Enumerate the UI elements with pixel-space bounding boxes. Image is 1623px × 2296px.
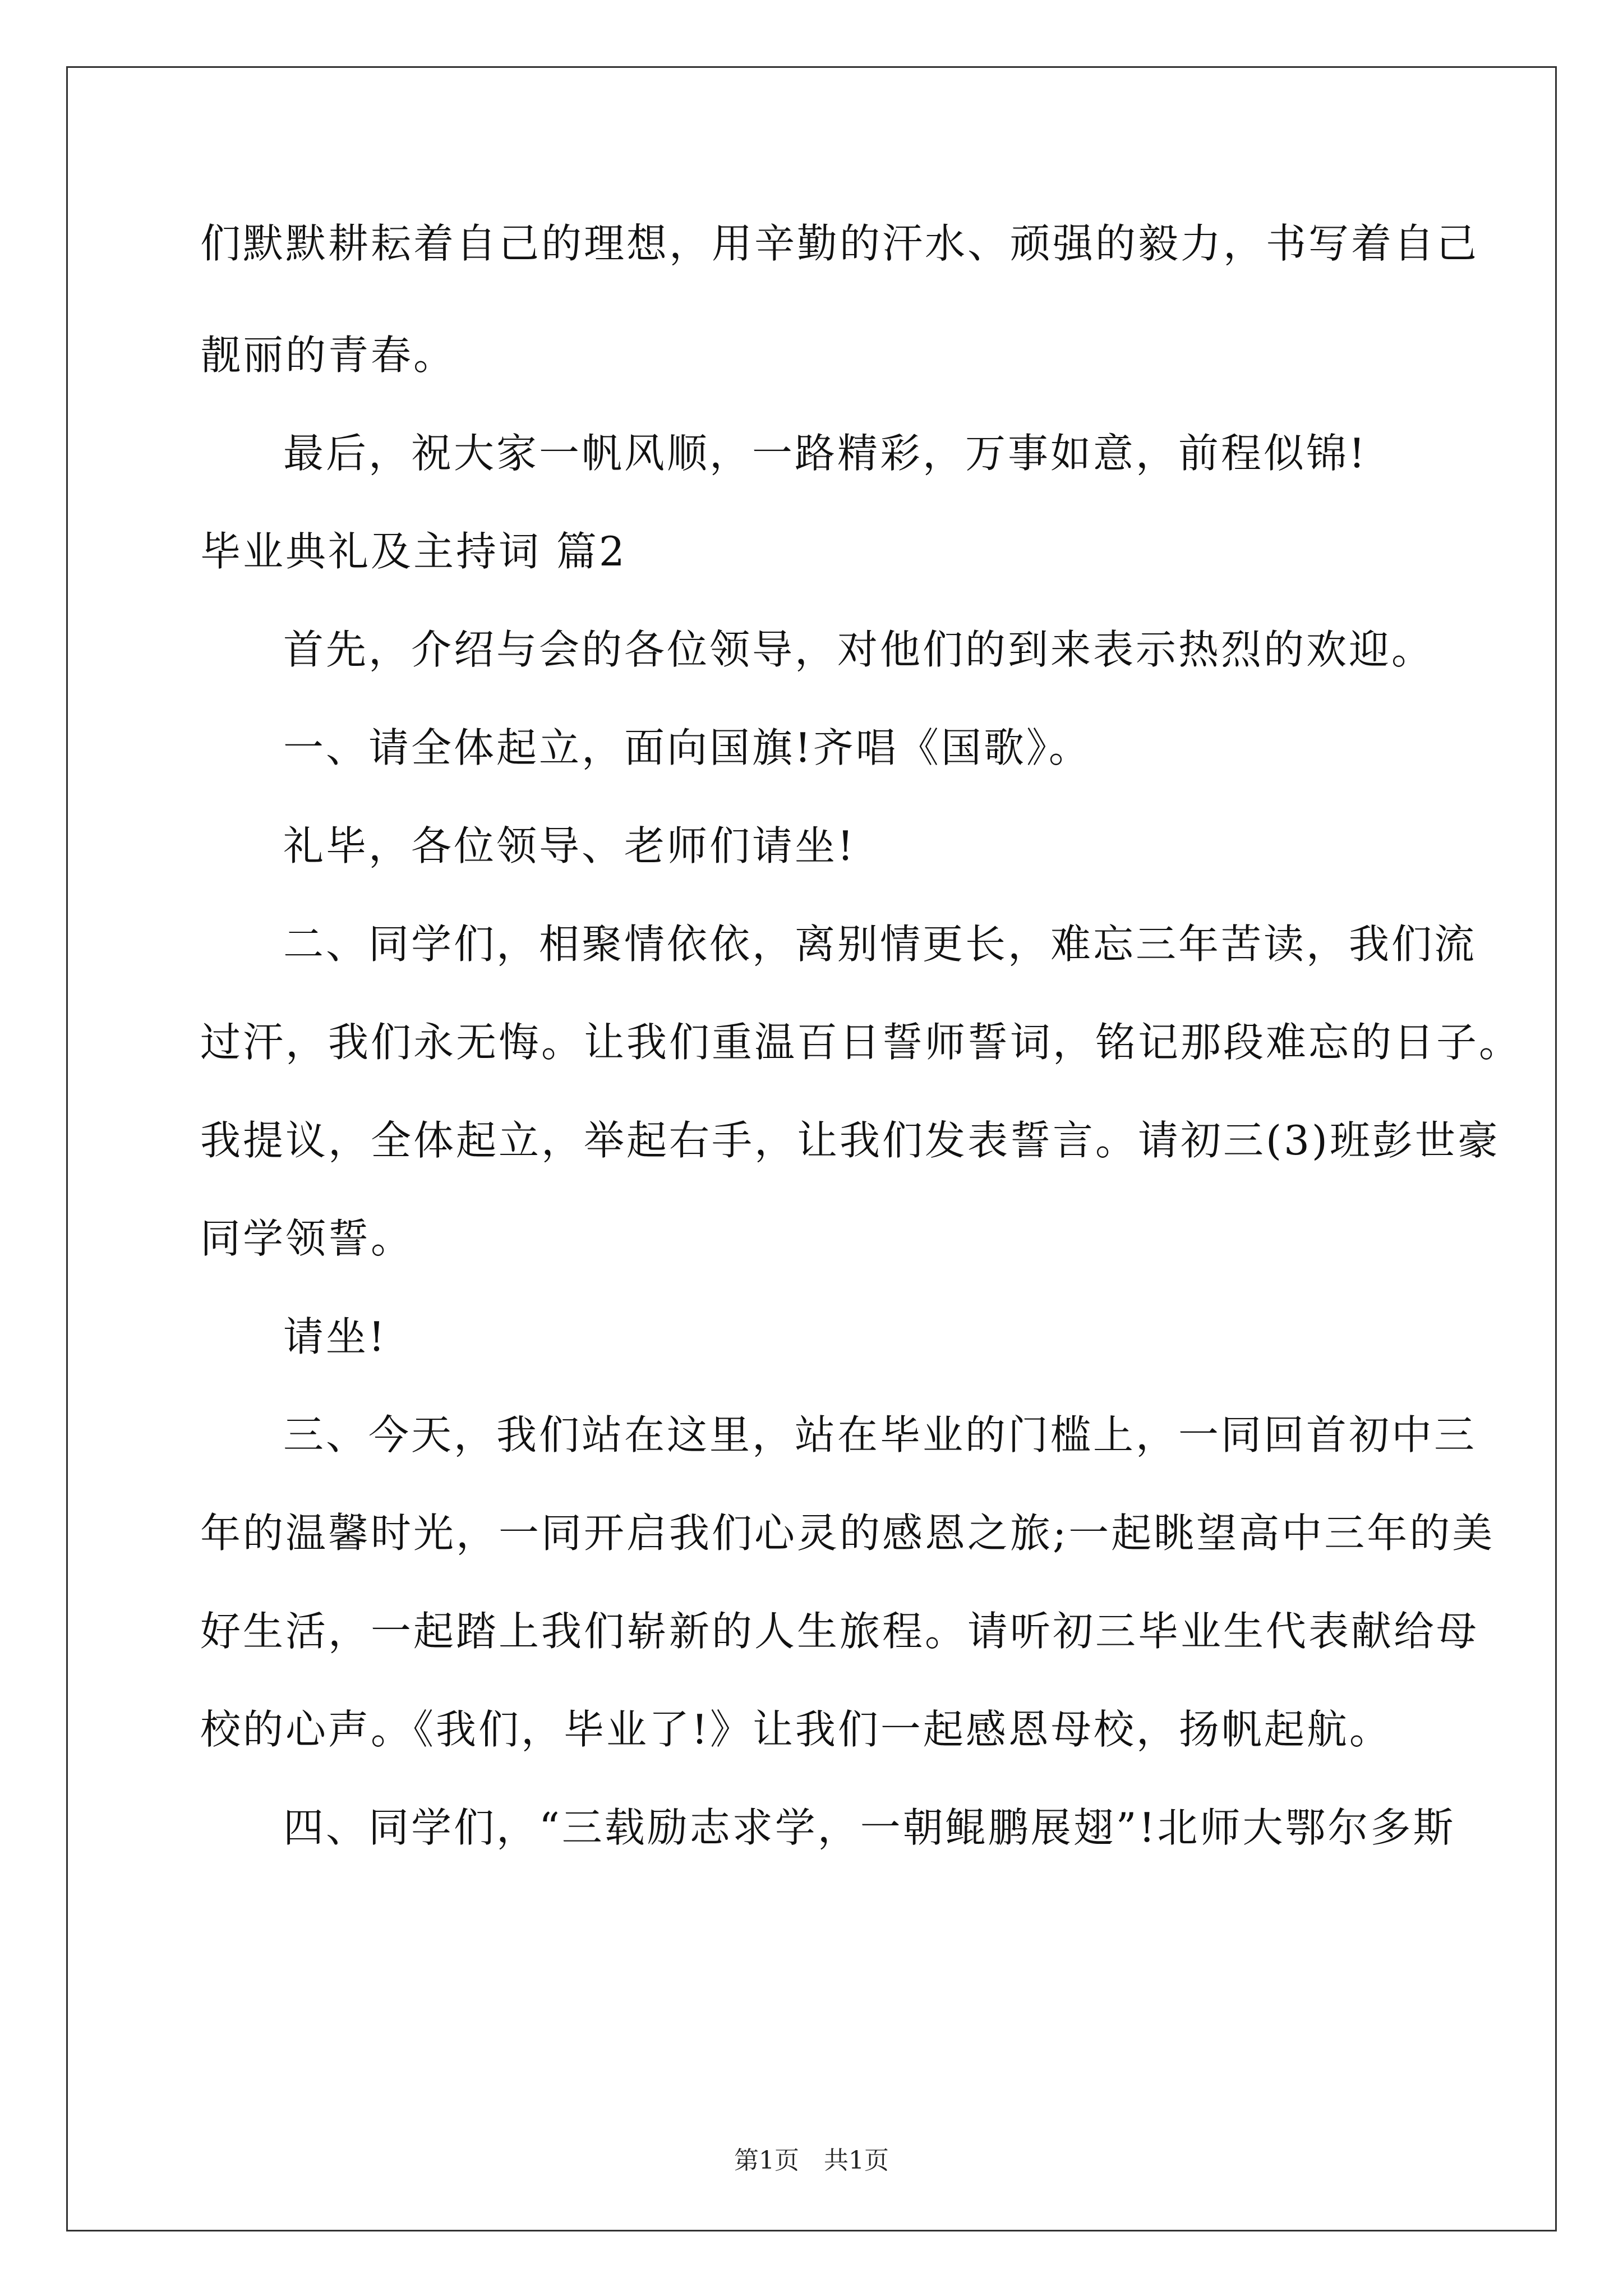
section-heading: 毕业典礼及主持词 篇2 (200, 528, 627, 575)
paragraph-line: 四、同学们，“三载励志求学，一朝鲲鹏展翅”!北师大鄂尔多斯 (283, 1804, 1456, 1851)
paragraph-line: 过汗，我们永无悔。让我们重温百日誓师誓词，铭记那段难忘的日子。 (200, 1019, 1522, 1066)
paragraph-line: 三、今天，我们站在这里，站在毕业的门槛上，一同回首初中三 (283, 1411, 1477, 1458)
paragraph-line: 礼毕，各位领导、老师们请坐! (283, 822, 856, 869)
paragraph-line: 最后，祝大家一帆风顺，一路精彩，万事如意，前程似锦! (283, 430, 1367, 477)
paragraph-line: 一、请全体起立，面向国旗!齐唱《国歌》。 (283, 724, 1091, 771)
paragraph-line: 靓丽的青春。 (200, 332, 457, 379)
paragraph-line: 二、同学们，相聚情依依，离别情更长，难忘三年苦读，我们流 (283, 921, 1477, 968)
paragraph-line: 们默默耕耘着自己的理想，用辛勤的汗水、顽强的毅力，书写着自己 (200, 220, 1479, 267)
paragraph-line: 年的温馨时光，一同开启我们心灵的感恩之旅;一起眺望高中三年的美 (200, 1510, 1495, 1557)
document-body (200, 219, 1522, 1901)
paragraph-line: 好生活，一起踏上我们崭新的人生旅程。请听初三毕业生代表献给母 (200, 1608, 1479, 1655)
paragraph-line: 首先，介绍与会的各位领导，对他们的到来表示热烈的欢迎。 (283, 626, 1435, 673)
paragraph-line: 请坐! (283, 1313, 387, 1360)
paragraph-line: 我提议，全体起立，举起右手，让我们发表誓言。请初三(3)班彭世豪 (200, 1117, 1500, 1164)
page-footer: 第1页 共1页 (734, 2146, 889, 2175)
paragraph-line: 校的心声。《我们，毕业了!》让我们一起感恩母校，扬帆起航。 (200, 1706, 1392, 1753)
paragraph-line: 同学领誓。 (200, 1215, 414, 1262)
